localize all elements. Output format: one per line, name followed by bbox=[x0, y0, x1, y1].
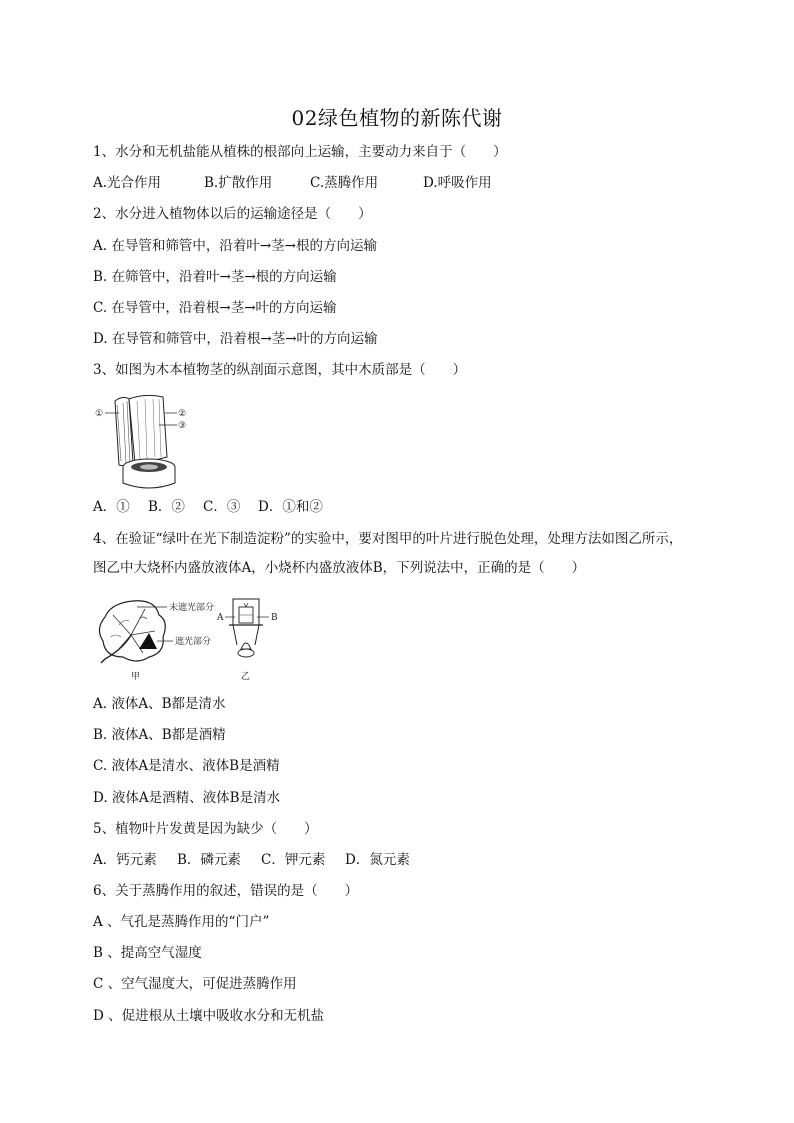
option-c: C.蒸腾作用 bbox=[310, 175, 379, 191]
question-2-option-a: A. 在导管和筛管中，沿着叶→茎→根的方向运输 bbox=[93, 238, 377, 254]
question-2-stem: 2、水分进入植物体以后的运输途径是（ ） bbox=[93, 206, 372, 222]
label-a: A bbox=[217, 613, 224, 623]
question-6-option-c: C 、空气湿度大，可促进蒸腾作用 bbox=[93, 976, 297, 992]
stem-section-figure bbox=[93, 391, 203, 491]
option-d: D．①和② bbox=[258, 499, 323, 515]
question-4-option-d: D. 液体A是酒精、液体B是清水 bbox=[93, 790, 281, 806]
option-c: C．钾元素 bbox=[261, 852, 326, 868]
option-d: D．氮元素 bbox=[345, 852, 410, 868]
label-yi: 乙 bbox=[241, 672, 251, 682]
figure-label-3: ③ bbox=[178, 421, 187, 431]
question-4-option-b: B. 液体A、B都是酒精 bbox=[93, 727, 226, 743]
question-6-option-d: D 、促进根从土壤中吸收水分和无机盐 bbox=[93, 1008, 325, 1024]
leaf-experiment-figure bbox=[93, 591, 293, 683]
question-4-stem-line2: 图乙中大烧杯内盛放液体A，小烧杯内盛放液体B，下列说法中，正确的是（ ） bbox=[93, 560, 586, 576]
question-5-options bbox=[93, 850, 410, 870]
question-2-option-d: D. 在导管和筛管中，沿着根→茎→叶的方向运输 bbox=[93, 331, 378, 347]
option-b: B．磷元素 bbox=[177, 852, 241, 868]
label-unshaded: 未遮光部分 bbox=[169, 603, 215, 613]
question-1-stem: 1、水分和无机盐能从植株的根部向上运输，主要动力来自于（ ） bbox=[93, 144, 507, 160]
option-c: C．③ bbox=[203, 499, 241, 515]
option-b: B．② bbox=[148, 499, 185, 515]
label-shaded: 遮光部分 bbox=[175, 637, 212, 647]
label-b: B bbox=[271, 613, 278, 623]
question-4-stem-line1: 4、在验证“绿叶在光下制造淀粉”的实验中，要对图甲的叶片进行脱色处理，处理方法如图乙所示， bbox=[93, 531, 683, 547]
question-2-option-b: B. 在筛管中，沿着叶→茎→根的方向运输 bbox=[93, 269, 337, 285]
option-a: A.光合作用 bbox=[93, 175, 162, 191]
question-1-options bbox=[93, 173, 492, 193]
option-b: B.扩散作用 bbox=[204, 175, 273, 191]
question-5-stem: 5、植物叶片发黄是因为缺少（ ） bbox=[93, 821, 318, 837]
question-6-option-a: A 、气孔是蒸腾作用的“门户” bbox=[93, 914, 270, 930]
option-a: A．钙元素 bbox=[93, 852, 157, 868]
option-a: A．① bbox=[93, 499, 130, 515]
figure-label-1: ① bbox=[95, 409, 104, 419]
question-4-option-c: C. 液体A是清水、液体B是酒精 bbox=[93, 758, 280, 774]
question-3-stem: 3、如图为木本植物茎的纵剖面示意图，其中木质部是（ ） bbox=[93, 362, 467, 378]
question-6-stem: 6、关于蒸腾作用的叙述，错误的是（ ） bbox=[93, 883, 359, 899]
label-jia: 甲 bbox=[131, 672, 141, 682]
question-4-option-a: A. 液体A、B都是清水 bbox=[93, 696, 226, 712]
option-d: D.呼吸作用 bbox=[423, 175, 492, 191]
question-6-option-b: B 、提高空气湿度 bbox=[93, 945, 202, 961]
question-3-options bbox=[93, 497, 323, 517]
page-title: 02绿色植物的新陈代谢 bbox=[291, 106, 503, 130]
figure-label-2: ② bbox=[178, 409, 187, 419]
question-2-option-c: C. 在导管中，沿着根→茎→叶的方向运输 bbox=[93, 300, 337, 316]
